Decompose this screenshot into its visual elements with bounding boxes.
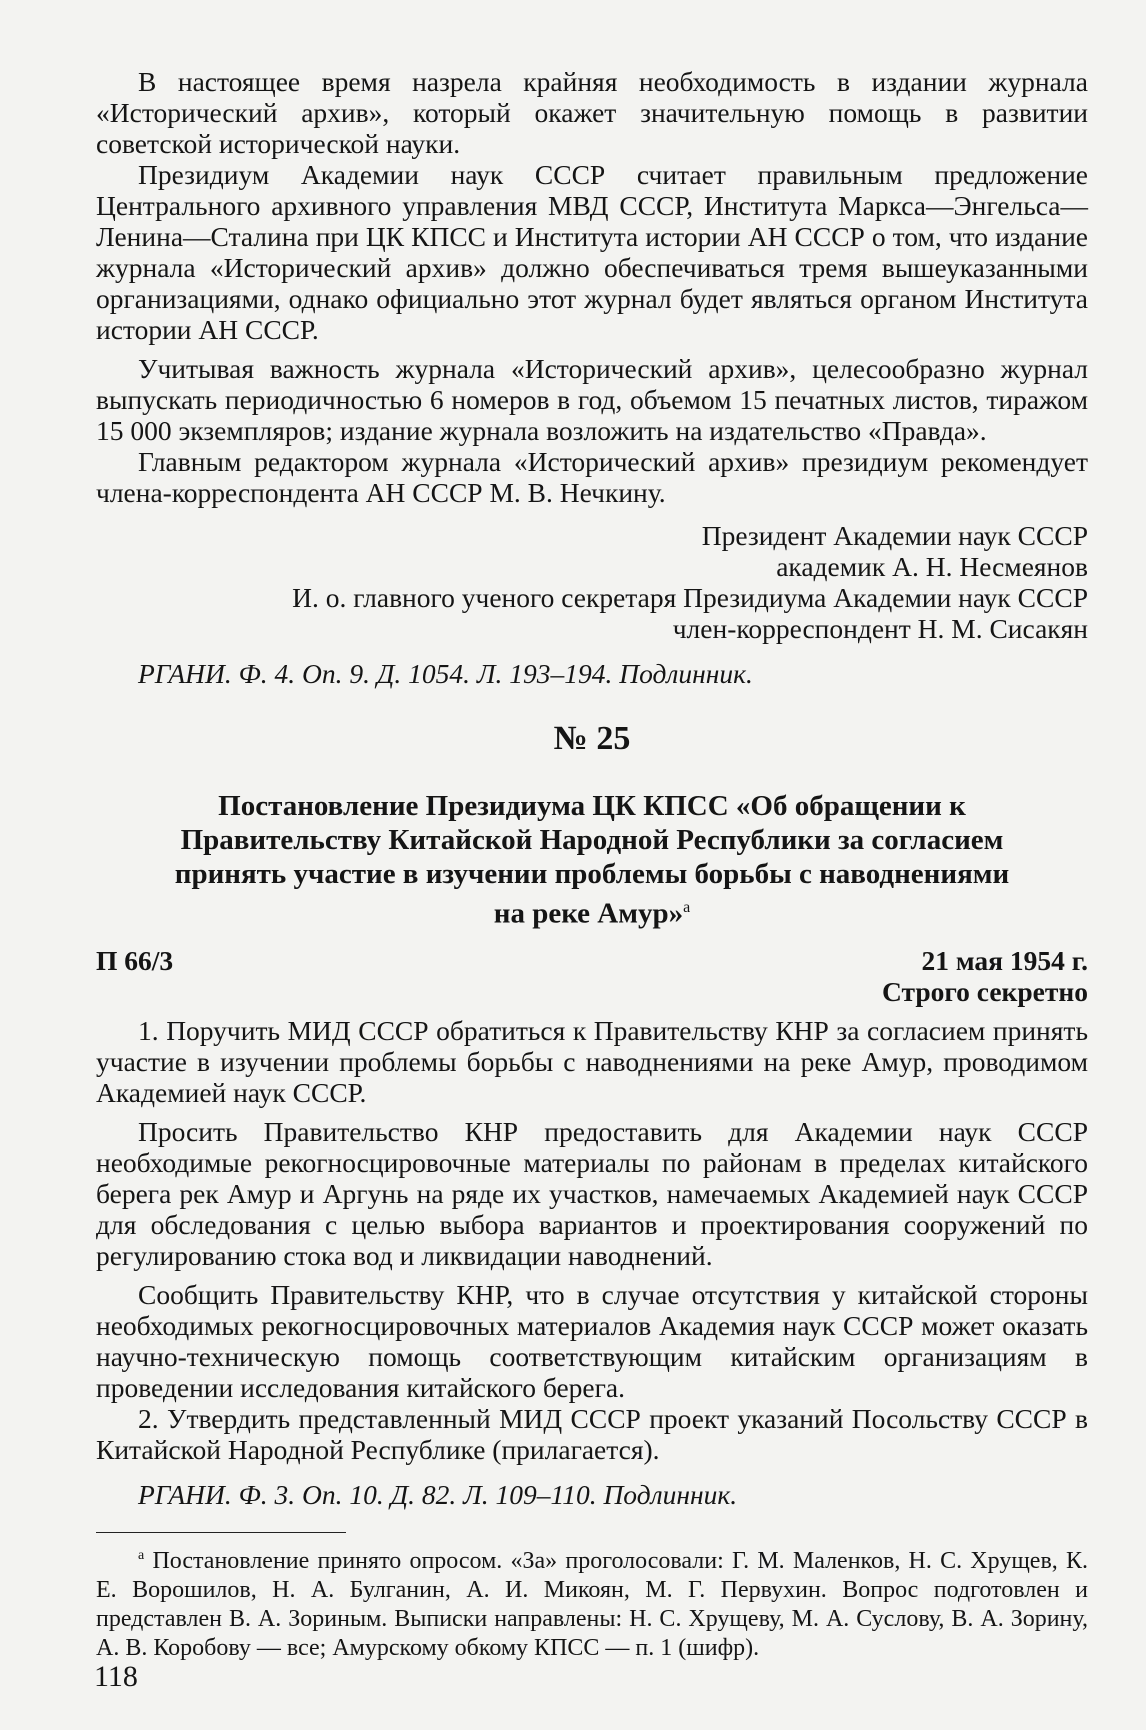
paragraph: Президиум Академии наук СССР считает правильным предложение Центрального архивного управления МВД СССР, Института Маркса—Энгельса—Ленина—Сталина при ЦК КПСС и Института истории АН СССР о том, что издание журнала «Исторический архив» должно обеспечиваться тремя вышеуказанными организациями, однако официально этот журнал будет являться органом Института истории АН СССР. [96,159,1088,345]
paragraph: Учитывая важность журнала «Исторический архив», целесообразно журнал выпускать периодичностью 6 номеров в год, объемом 15 печатных листов, тиражом 15 000 экземпляров; издание журнала возложить на издательство «Правда». [96,353,1088,446]
archive-reference: РГАНИ. Ф. 3. Оп. 10. Д. 82. Л. 109–110. Подлинник. [138,1478,738,1510]
footnote-marker: а [138,1547,145,1563]
signature-name: академик А. Н. Несмеянов [776,551,1088,582]
footnote-divider [96,1532,346,1533]
document-date: 21 мая 1954 г. [921,944,1088,976]
page-number: 118 [94,1660,138,1693]
paragraph: Сообщить Правительству КНР, что в случае отсутствия у китайской стороны необходимых рекогносцировочных материалов Академия наук СССР может оказать научно-техническую помощь соответствующим китайским организациям в проведении исследования китайского берега. [96,1278,1088,1403]
paragraph: 2. Утвердить представленный МИД СССР проект указаний Посольству СССР в Китайской Народной Республике (прилагается). [96,1402,1088,1465]
protocol-ref: П 66/3 [96,944,174,976]
paragraph: 1. Поручить МИД СССР обратиться к Правительству КНР за согласием принять участие в изучении проблемы борьбы с наводнениями на реке Амур, проводимом Академией наук СССР. [96,1014,1088,1108]
signature-title: Президент Академии наук СССР [701,520,1088,551]
document-title [96,789,1088,931]
footnote-marker: а [683,899,691,916]
signature-title: И. о. главного ученого секретаря Президиума Академии наук СССР [292,582,1088,613]
paragraph: Главным редактором журнала «Исторический архив» президиум рекомендует члена-корреспондента АН СССР М. В. Нечкину. [96,446,1088,508]
paragraph: В настоящее время назрела крайняя необходимость в издании журнала «Исторический архив», который окажет значительную помощь в развитии советской исторической науки. [96,66,1088,159]
signature-name: член-корреспондент Н. М. Сисакян [672,613,1088,644]
footnote-text: Постановление принято опросом. «За» проголосовали: Г. М. Маленков, Н. С. Хрущев, К. Е. Ворошилов, Н. А. Булганин, А. И. Микоян, М. Г. Первухин. Вопрос подготовлен и представлен В. А. Зориным. Выписки направлены: Н. С. Хрущеву, М. А. Суслову, В. А. Зорину, А. В. Коробову — все; Амурскому обкому КПСС — п. 1 (шифр). [96,1547,1088,1661]
document-title-text: Постановление Президиума ЦК КПСС «Об обращении к Правительству Китайской Народной Республики за согласием принять участие в изучении проблемы борьбы с наводнениями на реке Амур» [174,790,1010,930]
classification-stamp: Строго секретно [881,975,1088,1007]
archive-reference: РГАНИ. Ф. 4. Оп. 9. Д. 1054. Л. 193–194. Подлинник. [138,658,753,689]
document-number: № 25 [553,720,631,757]
page-body [96,66,1088,1663]
footnote [96,1541,1088,1663]
document-meta [96,945,1088,976]
paragraph: Просить Правительство КНР предоставить для Академии наук СССР необходимые рекогносцировочные материалы по районам в пределах китайского берега рек Амур и Аргунь на ряде их участков, намечаемых Академией наук СССР для обследования с целью выбора вариантов и проектирования сооружений по регулированию стока вод и ликвидации наводнений. [96,1115,1088,1271]
